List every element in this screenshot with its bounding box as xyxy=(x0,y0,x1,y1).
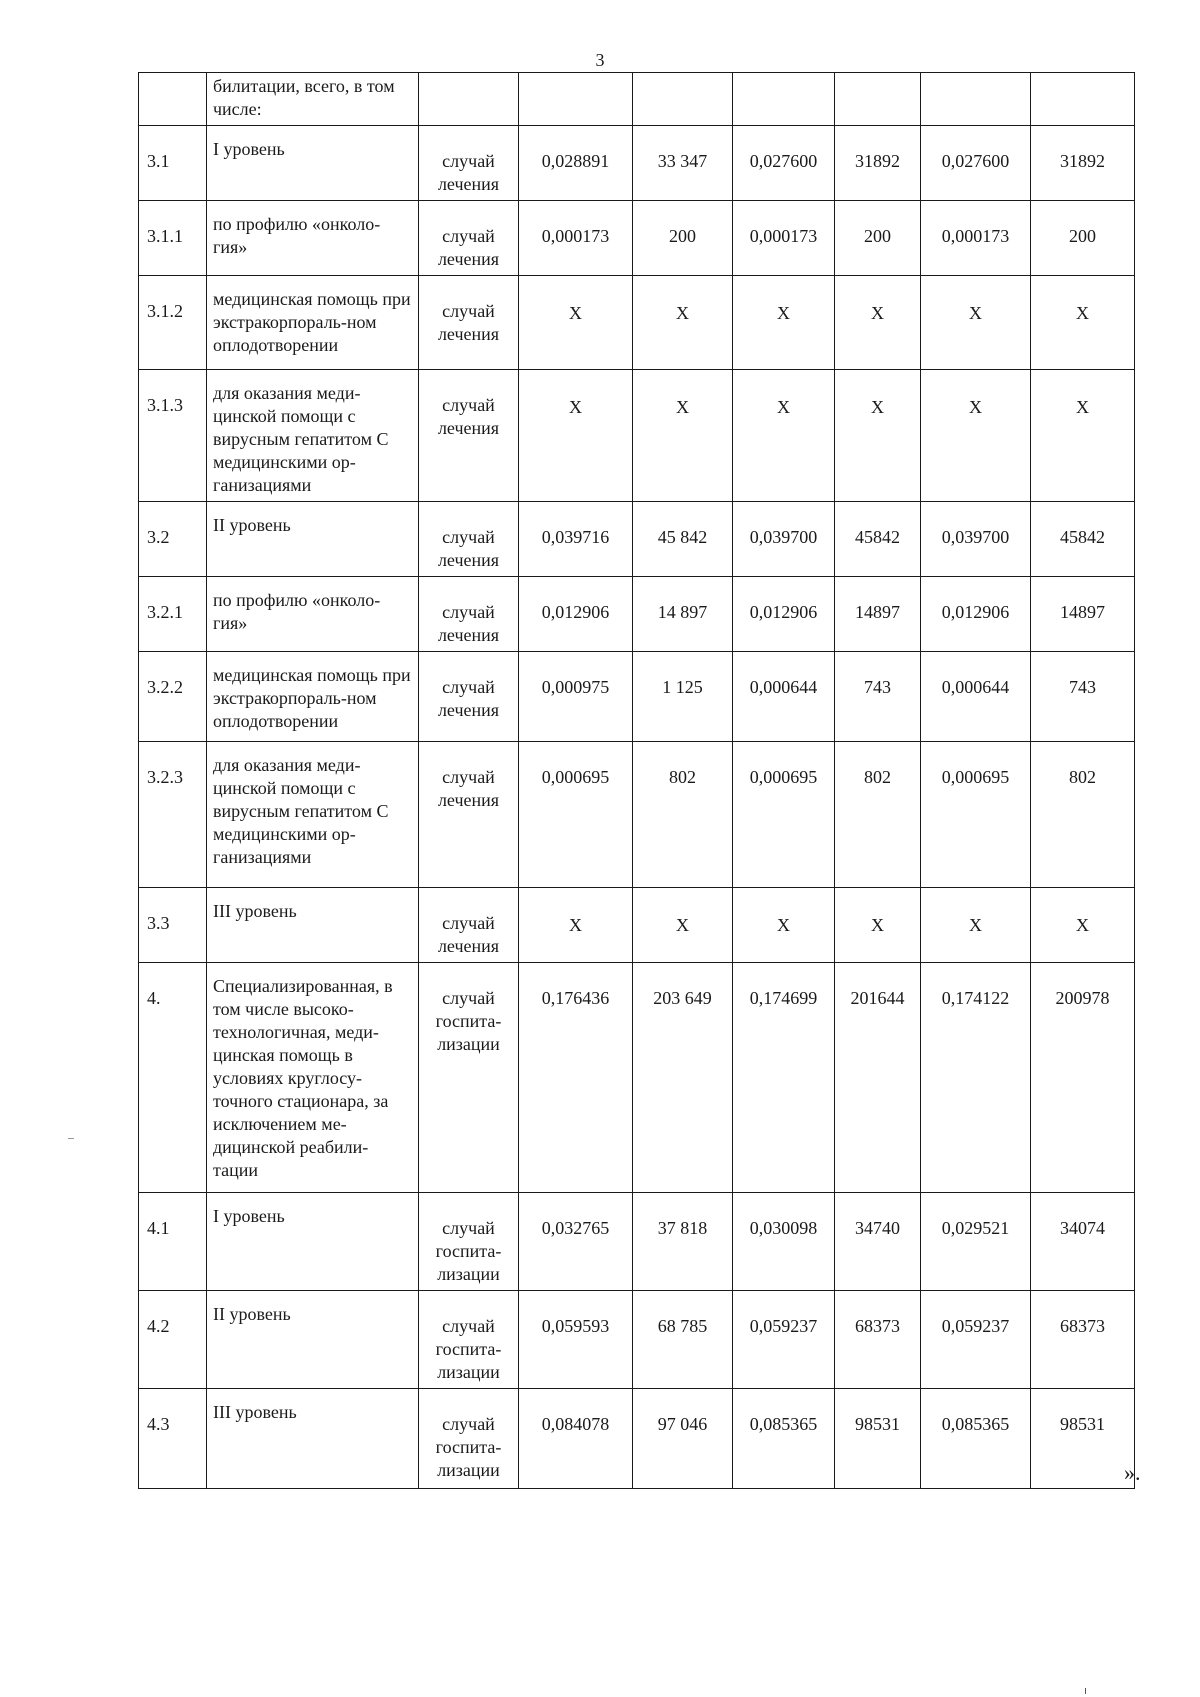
row-number: 4.2 xyxy=(139,1291,207,1389)
row-number: 4. xyxy=(139,963,207,1193)
row-unit: случай лечения xyxy=(419,370,519,502)
value-cell: 0,000644 xyxy=(733,652,835,742)
value-cell: 203 649 xyxy=(633,963,733,1193)
value-cell: 743 xyxy=(835,652,921,742)
row-number: 3.1 xyxy=(139,126,207,201)
row-number xyxy=(139,73,207,126)
value-cell xyxy=(733,73,835,126)
row-number: 4.3 xyxy=(139,1389,207,1489)
value-cell: 0,028891 xyxy=(519,126,633,201)
value-cell xyxy=(519,73,633,126)
value-cell: X xyxy=(921,276,1031,370)
row-name: билитации, всего, в том числе: xyxy=(207,73,419,126)
row-unit: случай лечения xyxy=(419,502,519,577)
margin-mark xyxy=(68,1138,74,1139)
value-cell: 98531 xyxy=(1031,1389,1135,1489)
row-name: для оказания меди-цинской помощи с вирусным гепатитом С медицинскими ор-ганизациями xyxy=(207,370,419,502)
row-number: 3.3 xyxy=(139,888,207,963)
row-number: 3.1.2 xyxy=(139,276,207,370)
value-cell: 0,000173 xyxy=(519,201,633,276)
row-number: 3.1.3 xyxy=(139,370,207,502)
value-cell: 743 xyxy=(1031,652,1135,742)
table-row xyxy=(139,502,1135,577)
value-cell: 0,000644 xyxy=(921,652,1031,742)
row-name: I уровень xyxy=(207,1193,419,1291)
value-cell: 1 125 xyxy=(633,652,733,742)
value-cell: 68373 xyxy=(1031,1291,1135,1389)
value-cell: 0,000975 xyxy=(519,652,633,742)
row-unit xyxy=(419,73,519,126)
row-unit: случай госпита-лизации xyxy=(419,1193,519,1291)
value-cell: 34740 xyxy=(835,1193,921,1291)
value-cell: 14897 xyxy=(835,577,921,652)
value-cell: X xyxy=(921,370,1031,502)
value-cell: 0,000695 xyxy=(733,742,835,888)
value-cell: 45 842 xyxy=(633,502,733,577)
value-cell: X xyxy=(519,888,633,963)
value-cell: 34074 xyxy=(1031,1193,1135,1291)
data-table xyxy=(138,72,1135,1489)
value-cell: 0,012906 xyxy=(519,577,633,652)
row-number: 3.2.1 xyxy=(139,577,207,652)
value-cell xyxy=(633,73,733,126)
row-unit: случай лечения xyxy=(419,742,519,888)
value-cell: 802 xyxy=(835,742,921,888)
row-unit: случай лечения xyxy=(419,577,519,652)
value-cell: X xyxy=(1031,370,1135,502)
table-row xyxy=(139,888,1135,963)
value-cell: 200978 xyxy=(1031,963,1135,1193)
value-cell: X xyxy=(633,888,733,963)
value-cell: 0,084078 xyxy=(519,1389,633,1489)
value-cell: 0,059593 xyxy=(519,1291,633,1389)
row-unit: случай лечения xyxy=(419,276,519,370)
value-cell: X xyxy=(733,276,835,370)
value-cell: X xyxy=(733,888,835,963)
value-cell: 0,059237 xyxy=(921,1291,1031,1389)
value-cell xyxy=(1031,73,1135,126)
value-cell: X xyxy=(519,370,633,502)
value-cell: 37 818 xyxy=(633,1193,733,1291)
value-cell: 97 046 xyxy=(633,1389,733,1489)
value-cell: 0,176436 xyxy=(519,963,633,1193)
row-name: I уровень xyxy=(207,126,419,201)
value-cell: 0,174122 xyxy=(921,963,1031,1193)
row-unit: случай госпита-лизации xyxy=(419,1291,519,1389)
value-cell: X xyxy=(519,276,633,370)
value-cell: 45842 xyxy=(1031,502,1135,577)
row-unit: случай госпита-лизации xyxy=(419,963,519,1193)
value-cell: 0,000695 xyxy=(519,742,633,888)
row-name: III уровень xyxy=(207,888,419,963)
value-cell: 200 xyxy=(633,201,733,276)
value-cell: 200 xyxy=(1031,201,1135,276)
table-row xyxy=(139,276,1135,370)
value-cell xyxy=(835,73,921,126)
value-cell: 0,059237 xyxy=(733,1291,835,1389)
value-cell: X xyxy=(733,370,835,502)
row-name: по профилю «онколо-гия» xyxy=(207,201,419,276)
closing-quote: ». xyxy=(1124,1460,1141,1485)
value-cell: 201644 xyxy=(835,963,921,1193)
table-row xyxy=(139,1291,1135,1389)
table-row xyxy=(139,742,1135,888)
value-cell: 0,039716 xyxy=(519,502,633,577)
row-name: II уровень xyxy=(207,502,419,577)
table-body xyxy=(139,73,1135,1489)
table-row xyxy=(139,1389,1135,1489)
table-row xyxy=(139,577,1135,652)
row-unit: случай лечения xyxy=(419,201,519,276)
value-cell: 14 897 xyxy=(633,577,733,652)
row-name: медицинская помощь при экстракорпораль-ном оплодотворении xyxy=(207,276,419,370)
value-cell: 802 xyxy=(633,742,733,888)
value-cell: 68373 xyxy=(835,1291,921,1389)
value-cell: 31892 xyxy=(1031,126,1135,201)
row-unit: случай лечения xyxy=(419,126,519,201)
row-unit: случай госпита-лизации xyxy=(419,1389,519,1489)
value-cell: 0,027600 xyxy=(733,126,835,201)
value-cell: 0,039700 xyxy=(921,502,1031,577)
value-cell: 200 xyxy=(835,201,921,276)
row-number: 4.1 xyxy=(139,1193,207,1291)
row-name: для оказания меди-цинской помощи с вирусным гепатитом С медицинскими ор-ганизациями xyxy=(207,742,419,888)
table-row xyxy=(139,126,1135,201)
value-cell: X xyxy=(835,276,921,370)
value-cell: 0,027600 xyxy=(921,126,1031,201)
table-row xyxy=(139,1193,1135,1291)
value-cell: 0,000173 xyxy=(921,201,1031,276)
value-cell: 0,030098 xyxy=(733,1193,835,1291)
value-cell: 45842 xyxy=(835,502,921,577)
row-unit: случай лечения xyxy=(419,888,519,963)
value-cell: 0,012906 xyxy=(921,577,1031,652)
value-cell: X xyxy=(1031,888,1135,963)
row-name: медицинская помощь при экстракорпораль-ном оплодотворении xyxy=(207,652,419,742)
value-cell: 0,039700 xyxy=(733,502,835,577)
page-number: 3 xyxy=(595,50,605,70)
value-cell: 0,032765 xyxy=(519,1193,633,1291)
row-name: Специализированная, в том числе высоко-технологичная, меди-цинская помощь в условиях круглосу-точного стационара, за исключением ме-дицинской реабили-тации xyxy=(207,963,419,1193)
table-row xyxy=(139,201,1135,276)
value-cell: 0,000695 xyxy=(921,742,1031,888)
value-cell: 31892 xyxy=(835,126,921,201)
row-name: III уровень xyxy=(207,1389,419,1489)
row-name: II уровень xyxy=(207,1291,419,1389)
row-number: 3.2.2 xyxy=(139,652,207,742)
value-cell: X xyxy=(835,370,921,502)
table-row xyxy=(139,652,1135,742)
value-cell: 98531 xyxy=(835,1389,921,1489)
row-number: 3.2 xyxy=(139,502,207,577)
corner-mark xyxy=(1085,1688,1086,1694)
value-cell: X xyxy=(921,888,1031,963)
value-cell: 0,085365 xyxy=(733,1389,835,1489)
table-row xyxy=(139,370,1135,502)
value-cell: 68 785 xyxy=(633,1291,733,1389)
value-cell: 33 347 xyxy=(633,126,733,201)
value-cell: X xyxy=(835,888,921,963)
value-cell: 14897 xyxy=(1031,577,1135,652)
value-cell: 0,012906 xyxy=(733,577,835,652)
value-cell: X xyxy=(1031,276,1135,370)
row-number: 3.1.1 xyxy=(139,201,207,276)
value-cell: X xyxy=(633,370,733,502)
value-cell: 0,085365 xyxy=(921,1389,1031,1489)
row-name: по профилю «онколо-гия» xyxy=(207,577,419,652)
value-cell: 802 xyxy=(1031,742,1135,888)
row-number: 3.2.3 xyxy=(139,742,207,888)
value-cell: 0,000173 xyxy=(733,201,835,276)
table-row xyxy=(139,73,1135,126)
value-cell: X xyxy=(633,276,733,370)
value-cell: 0,174699 xyxy=(733,963,835,1193)
row-unit: случай лечения xyxy=(419,652,519,742)
value-cell: 0,029521 xyxy=(921,1193,1031,1291)
table-row xyxy=(139,963,1135,1193)
value-cell xyxy=(921,73,1031,126)
